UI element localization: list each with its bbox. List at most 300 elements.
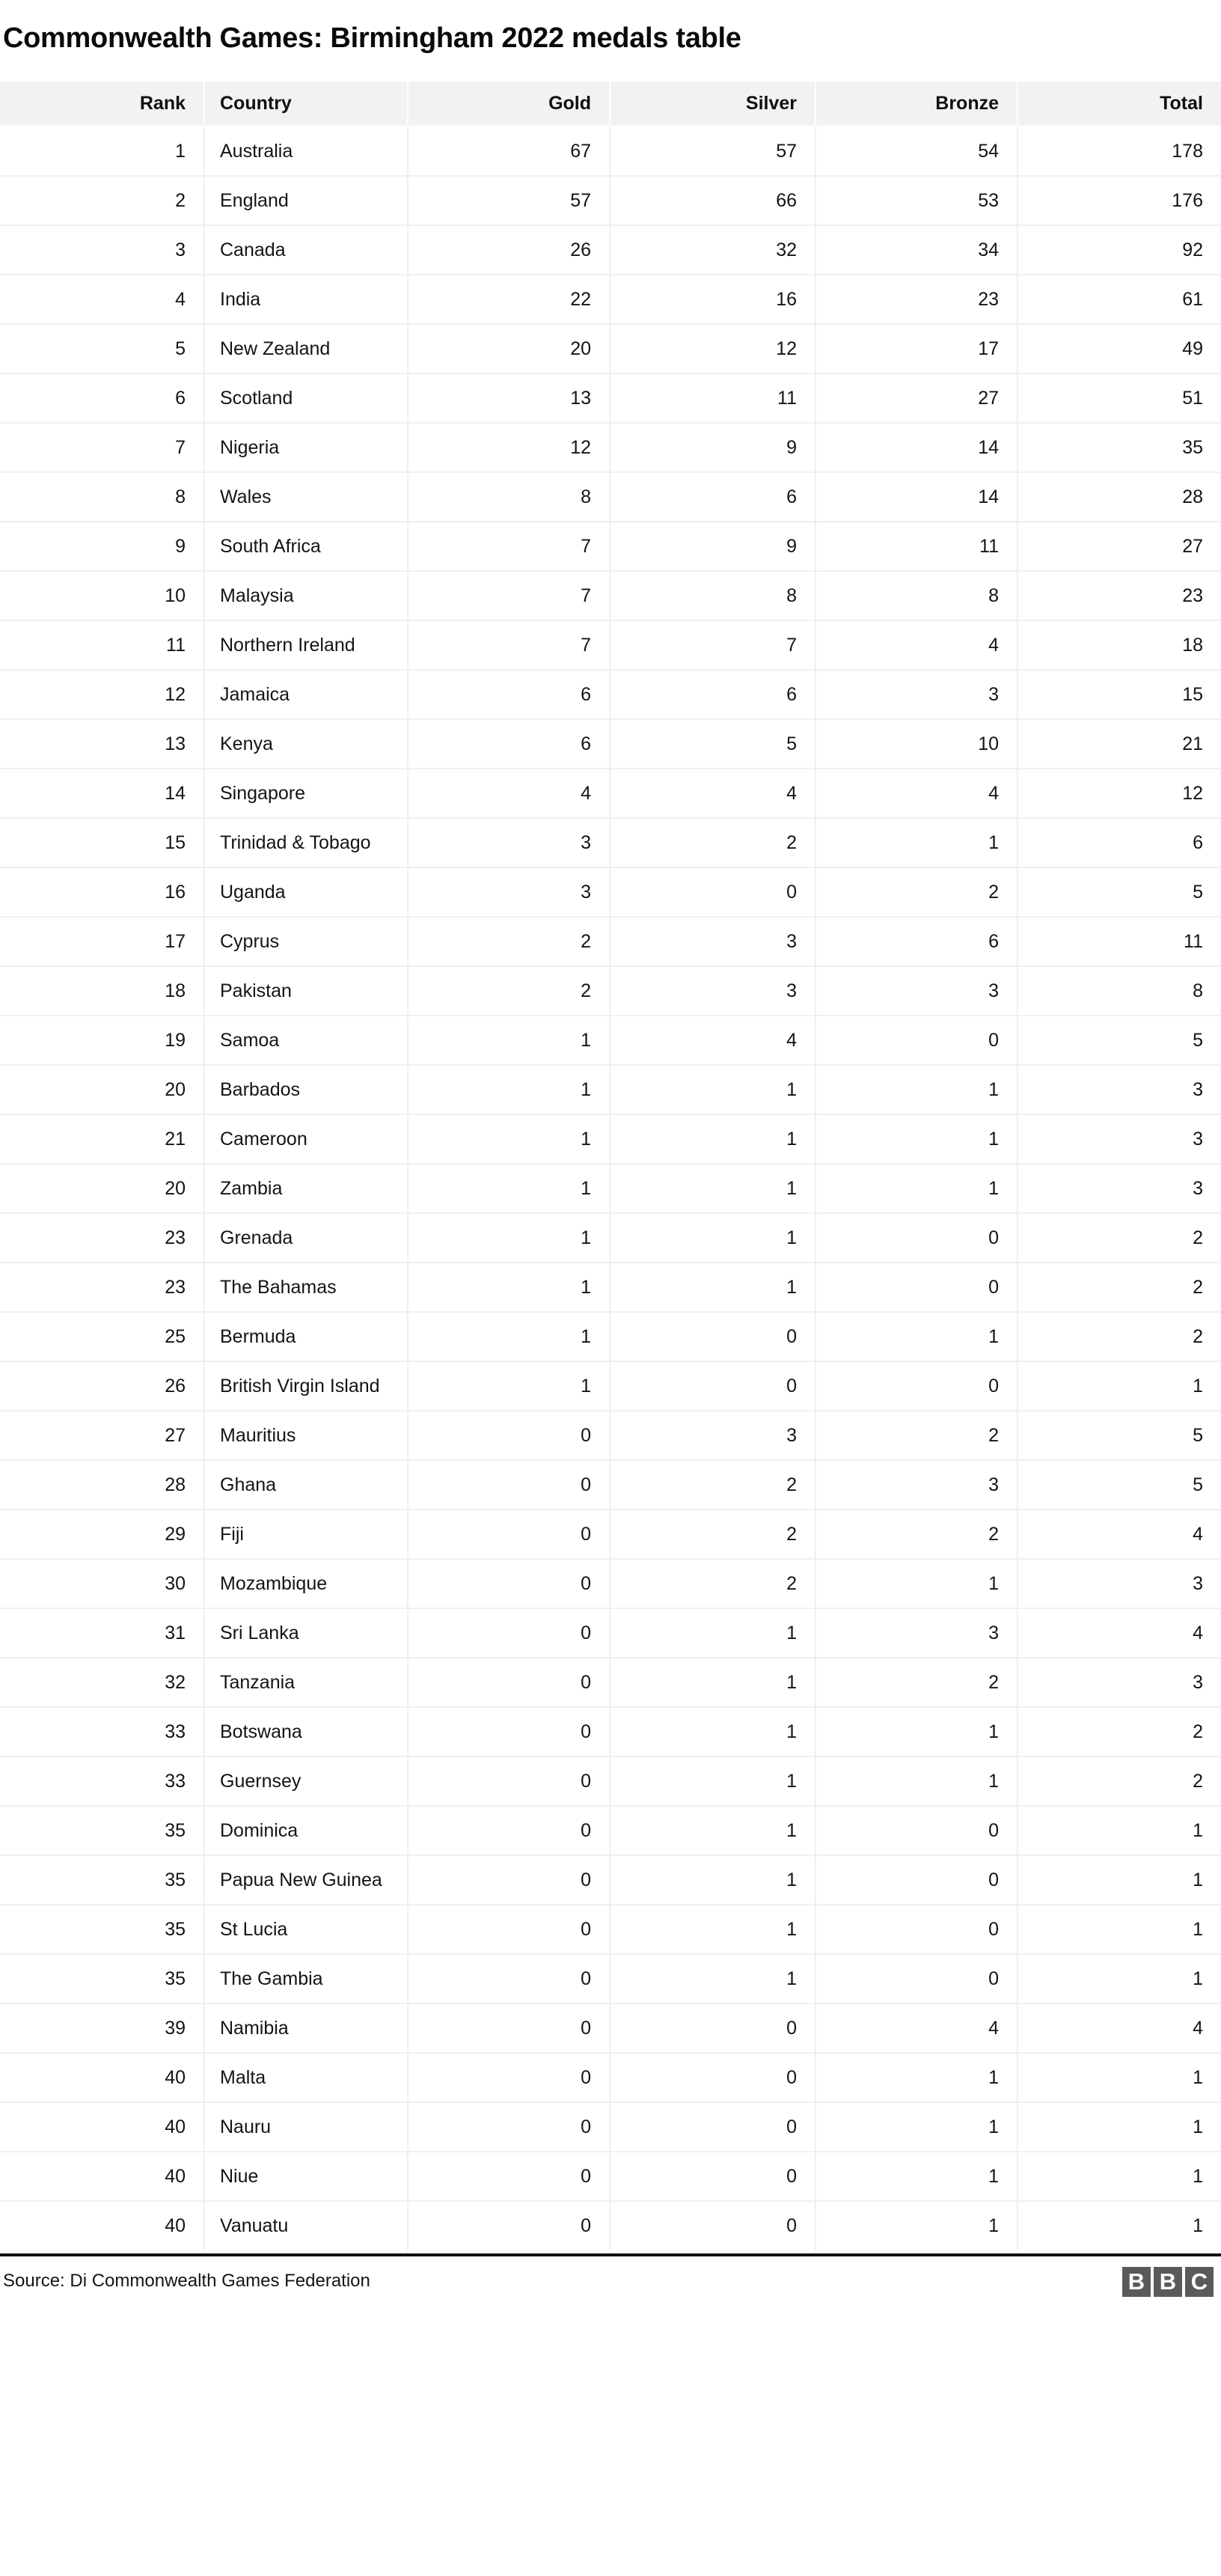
cell-gold: 0 [408,2152,610,2201]
cell-gold: 1 [408,1361,610,1411]
cell-silver: 0 [610,2152,815,2201]
table-row [0,1756,1221,1806]
cell-gold: 1 [408,1263,610,1312]
cell-gold: 0 [408,2003,610,2053]
cell-total: 11 [1018,917,1221,966]
column-header-total: Total [1018,82,1221,126]
cell-bronze: 1 [815,2201,1018,2250]
cell-rank: 5 [0,324,204,373]
table-row [0,818,1221,867]
cell-gold: 2 [408,966,610,1016]
cell-total: 28 [1018,472,1221,522]
medals-table [0,82,1221,2250]
table-row [0,1263,1221,1312]
cell-gold: 57 [408,176,610,225]
cell-total: 4 [1018,2003,1221,2053]
table-row [0,2003,1221,2053]
cell-rank: 1 [0,126,204,176]
cell-country: Singapore [204,769,408,818]
cell-gold: 0 [408,2201,610,2250]
cell-total: 92 [1018,225,1221,275]
cell-silver: 7 [610,620,815,670]
table-header [0,82,1221,126]
cell-gold: 1 [408,1065,610,1114]
cell-silver: 2 [610,1559,815,1608]
cell-total: 1 [1018,2053,1221,2102]
cell-rank: 26 [0,1361,204,1411]
cell-country: Grenada [204,1213,408,1263]
table-row [0,522,1221,571]
cell-bronze: 8 [815,571,1018,620]
cell-bronze: 2 [815,1658,1018,1707]
column-header-rank: Rank [0,82,204,126]
cell-bronze: 14 [815,423,1018,472]
cell-rank: 35 [0,1954,204,2003]
cell-silver: 0 [610,2201,815,2250]
cell-rank: 10 [0,571,204,620]
cell-silver: 32 [610,225,815,275]
cell-country: Vanuatu [204,2201,408,2250]
cell-gold: 13 [408,373,610,423]
cell-bronze: 14 [815,472,1018,522]
cell-country: Nigeria [204,423,408,472]
cell-country: Uganda [204,867,408,917]
cell-silver: 4 [610,1016,815,1065]
cell-country: Papua New Guinea [204,1855,408,1905]
column-header-gold: Gold [408,82,610,126]
cell-silver: 3 [610,917,815,966]
cell-total: 49 [1018,324,1221,373]
table-row [0,176,1221,225]
cell-gold: 1 [408,1114,610,1164]
cell-gold: 0 [408,2102,610,2152]
cell-gold: 2 [408,917,610,966]
cell-silver: 1 [610,1954,815,2003]
table-row [0,1213,1221,1263]
cell-gold: 0 [408,1905,610,1954]
cell-silver: 66 [610,176,815,225]
cell-gold: 8 [408,472,610,522]
table-row [0,719,1221,769]
cell-gold: 1 [408,1016,610,1065]
cell-silver: 1 [610,1855,815,1905]
cell-country: Dominica [204,1806,408,1855]
cell-total: 1 [1018,1361,1221,1411]
cell-rank: 20 [0,1164,204,1213]
cell-gold: 26 [408,225,610,275]
cell-total: 35 [1018,423,1221,472]
cell-silver: 4 [610,769,815,818]
bbc-logo-letter-2: B [1154,2267,1182,2297]
cell-gold: 0 [408,1460,610,1510]
cell-silver: 1 [610,1905,815,1954]
cell-total: 61 [1018,275,1221,324]
cell-total: 15 [1018,670,1221,719]
column-header-silver: Silver [610,82,815,126]
table-row [0,966,1221,1016]
cell-total: 2 [1018,1312,1221,1361]
cell-silver: 0 [610,2102,815,2152]
bbc-logo-letter-3: C [1185,2267,1214,2297]
table-row [0,126,1221,176]
cell-bronze: 1 [815,1114,1018,1164]
cell-gold: 7 [408,571,610,620]
cell-total: 12 [1018,769,1221,818]
cell-bronze: 11 [815,522,1018,571]
cell-rank: 40 [0,2201,204,2250]
cell-country: Cameroon [204,1114,408,1164]
cell-bronze: 1 [815,1312,1018,1361]
cell-bronze: 3 [815,670,1018,719]
cell-rank: 40 [0,2102,204,2152]
cell-rank: 8 [0,472,204,522]
cell-rank: 35 [0,1905,204,1954]
cell-country: Barbados [204,1065,408,1114]
cell-silver: 0 [610,1312,815,1361]
cell-gold: 20 [408,324,610,373]
cell-gold: 0 [408,1806,610,1855]
cell-country: Nauru [204,2102,408,2152]
table-row [0,275,1221,324]
cell-country: Canada [204,225,408,275]
cell-rank: 11 [0,620,204,670]
cell-country: Mauritius [204,1411,408,1460]
cell-gold: 0 [408,1756,610,1806]
table-row [0,2152,1221,2201]
cell-bronze: 53 [815,176,1018,225]
footer [0,2253,1221,2304]
source-attribution: Source: Di Commonwealth Games Federation [3,2271,370,2292]
table-row [0,2102,1221,2152]
cell-silver: 2 [610,818,815,867]
cell-bronze: 0 [815,1213,1018,1263]
cell-country: Namibia [204,2003,408,2053]
cell-gold: 0 [408,1707,610,1756]
cell-rank: 40 [0,2053,204,2102]
cell-gold: 7 [408,620,610,670]
cell-bronze: 1 [815,1164,1018,1213]
cell-total: 1 [1018,1806,1221,1855]
column-header-bronze: Bronze [815,82,1018,126]
cell-silver: 1 [610,1213,815,1263]
cell-gold: 7 [408,522,610,571]
cell-silver: 1 [610,1756,815,1806]
cell-country: New Zealand [204,324,408,373]
cell-total: 1 [1018,1954,1221,2003]
table-row [0,620,1221,670]
cell-silver: 6 [610,472,815,522]
table-row [0,1114,1221,1164]
cell-bronze: 34 [815,225,1018,275]
cell-bronze: 1 [815,818,1018,867]
table-row [0,867,1221,917]
cell-bronze: 0 [815,1263,1018,1312]
table-row [0,423,1221,472]
cell-total: 178 [1018,126,1221,176]
cell-silver: 9 [610,522,815,571]
bbc-logo-letter-1: B [1122,2267,1151,2297]
table-row [0,1707,1221,1756]
cell-total: 3 [1018,1559,1221,1608]
cell-country: India [204,275,408,324]
cell-rank: 30 [0,1559,204,1608]
cell-total: 18 [1018,620,1221,670]
cell-bronze: 0 [815,1905,1018,1954]
cell-total: 4 [1018,1608,1221,1658]
cell-country: Australia [204,126,408,176]
cell-rank: 6 [0,373,204,423]
table-row [0,1905,1221,1954]
cell-total: 27 [1018,522,1221,571]
cell-silver: 3 [610,966,815,1016]
cell-bronze: 4 [815,2003,1018,2053]
cell-rank: 25 [0,1312,204,1361]
cell-bronze: 2 [815,867,1018,917]
table-row [0,1559,1221,1608]
cell-bronze: 1 [815,1065,1018,1114]
table-row [0,571,1221,620]
cell-rank: 33 [0,1707,204,1756]
table-row [0,1312,1221,1361]
cell-gold: 3 [408,867,610,917]
cell-gold: 67 [408,126,610,176]
cell-total: 1 [1018,1855,1221,1905]
cell-total: 1 [1018,2201,1221,2250]
cell-rank: 29 [0,1510,204,1559]
cell-rank: 16 [0,867,204,917]
cell-country: Niue [204,2152,408,2201]
cell-gold: 0 [408,2053,610,2102]
cell-total: 3 [1018,1658,1221,1707]
cell-gold: 0 [408,1411,610,1460]
table-row [0,324,1221,373]
cell-bronze: 3 [815,1460,1018,1510]
cell-silver: 1 [610,1164,815,1213]
cell-total: 176 [1018,176,1221,225]
cell-silver: 0 [610,867,815,917]
cell-gold: 12 [408,423,610,472]
table-row [0,1016,1221,1065]
cell-silver: 6 [610,670,815,719]
cell-total: 5 [1018,1016,1221,1065]
cell-bronze: 1 [815,1559,1018,1608]
cell-country: Ghana [204,1460,408,1510]
cell-gold: 3 [408,818,610,867]
cell-total: 5 [1018,1460,1221,1510]
cell-total: 23 [1018,571,1221,620]
bbc-logo [1122,2267,1217,2297]
cell-bronze: 23 [815,275,1018,324]
cell-country: Wales [204,472,408,522]
cell-gold: 0 [408,1954,610,2003]
cell-rank: 12 [0,670,204,719]
cell-rank: 31 [0,1608,204,1658]
cell-bronze: 1 [815,2053,1018,2102]
cell-bronze: 6 [815,917,1018,966]
table-row [0,670,1221,719]
table-row [0,373,1221,423]
cell-country: Tanzania [204,1658,408,1707]
cell-country: Northern Ireland [204,620,408,670]
cell-rank: 35 [0,1806,204,1855]
cell-total: 5 [1018,867,1221,917]
cell-silver: 1 [610,1114,815,1164]
table-row [0,1164,1221,1213]
table-row [0,917,1221,966]
cell-gold: 6 [408,670,610,719]
cell-rank: 23 [0,1213,204,1263]
cell-country: England [204,176,408,225]
cell-silver: 5 [610,719,815,769]
cell-rank: 27 [0,1411,204,1460]
cell-total: 51 [1018,373,1221,423]
cell-gold: 6 [408,719,610,769]
cell-rank: 23 [0,1263,204,1312]
cell-bronze: 3 [815,966,1018,1016]
cell-rank: 3 [0,225,204,275]
cell-bronze: 4 [815,620,1018,670]
cell-rank: 14 [0,769,204,818]
cell-silver: 1 [610,1806,815,1855]
cell-rank: 2 [0,176,204,225]
cell-gold: 0 [408,1608,610,1658]
page-title: Commonwealth Games: Birmingham 2022 medals table [3,22,741,55]
cell-silver: 1 [610,1065,815,1114]
cell-silver: 0 [610,1361,815,1411]
cell-silver: 0 [610,2003,815,2053]
cell-bronze: 1 [815,2152,1018,2201]
cell-country: The Gambia [204,1954,408,2003]
cell-silver: 9 [610,423,815,472]
table-body [0,126,1221,2250]
cell-country: British Virgin Island [204,1361,408,1411]
cell-bronze: 27 [815,373,1018,423]
cell-rank: 9 [0,522,204,571]
column-header-country: Country [204,82,408,126]
cell-bronze: 4 [815,769,1018,818]
cell-gold: 1 [408,1164,610,1213]
cell-country: Trinidad & Tobago [204,818,408,867]
cell-country: Mozambique [204,1559,408,1608]
cell-total: 4 [1018,1510,1221,1559]
cell-country: Guernsey [204,1756,408,1806]
cell-rank: 21 [0,1114,204,1164]
cell-total: 1 [1018,2102,1221,2152]
cell-total: 2 [1018,1263,1221,1312]
table-row [0,1806,1221,1855]
cell-country: South Africa [204,522,408,571]
cell-country: Bermuda [204,1312,408,1361]
cell-country: Zambia [204,1164,408,1213]
table-row [0,1460,1221,1510]
cell-silver: 2 [610,1460,815,1510]
cell-country: Cyprus [204,917,408,966]
cell-silver: 3 [610,1411,815,1460]
cell-rank: 13 [0,719,204,769]
cell-gold: 1 [408,1312,610,1361]
cell-total: 1 [1018,2152,1221,2201]
cell-silver: 1 [610,1707,815,1756]
cell-rank: 18 [0,966,204,1016]
table-row [0,1855,1221,1905]
cell-rank: 20 [0,1065,204,1114]
cell-country: Botswana [204,1707,408,1756]
table-row [0,2201,1221,2250]
table-row [0,1954,1221,2003]
cell-total: 3 [1018,1114,1221,1164]
cell-total: 1 [1018,1905,1221,1954]
cell-rank: 7 [0,423,204,472]
cell-country: Pakistan [204,966,408,1016]
cell-bronze: 17 [815,324,1018,373]
cell-bronze: 10 [815,719,1018,769]
table-row [0,1510,1221,1559]
cell-silver: 12 [610,324,815,373]
cell-total: 6 [1018,818,1221,867]
table-row [0,1361,1221,1411]
table-row [0,1065,1221,1114]
cell-silver: 11 [610,373,815,423]
cell-total: 8 [1018,966,1221,1016]
cell-country: Malta [204,2053,408,2102]
cell-country: St Lucia [204,1905,408,1954]
cell-bronze: 0 [815,1806,1018,1855]
cell-total: 2 [1018,1213,1221,1263]
cell-country: Malaysia [204,571,408,620]
cell-silver: 1 [610,1263,815,1312]
cell-silver: 16 [610,275,815,324]
cell-total: 2 [1018,1707,1221,1756]
cell-country: Scotland [204,373,408,423]
cell-rank: 35 [0,1855,204,1905]
cell-bronze: 1 [815,1756,1018,1806]
cell-bronze: 54 [815,126,1018,176]
cell-bronze: 0 [815,1855,1018,1905]
cell-gold: 0 [408,1559,610,1608]
table-row [0,1608,1221,1658]
cell-country: Sri Lanka [204,1608,408,1658]
cell-total: 3 [1018,1065,1221,1114]
cell-rank: 15 [0,818,204,867]
cell-total: 2 [1018,1756,1221,1806]
cell-country: Fiji [204,1510,408,1559]
cell-gold: 22 [408,275,610,324]
cell-silver: 0 [610,2053,815,2102]
table-row [0,1658,1221,1707]
cell-rank: 39 [0,2003,204,2053]
cell-silver: 1 [610,1658,815,1707]
cell-bronze: 2 [815,1411,1018,1460]
cell-rank: 4 [0,275,204,324]
cell-bronze: 0 [815,1361,1018,1411]
cell-silver: 57 [610,126,815,176]
cell-total: 21 [1018,719,1221,769]
cell-bronze: 1 [815,2102,1018,2152]
cell-rank: 40 [0,2152,204,2201]
cell-rank: 19 [0,1016,204,1065]
cell-total: 3 [1018,1164,1221,1213]
table-row [0,769,1221,818]
cell-country: Kenya [204,719,408,769]
cell-gold: 0 [408,1658,610,1707]
table-row [0,225,1221,275]
cell-rank: 28 [0,1460,204,1510]
cell-silver: 8 [610,571,815,620]
cell-country: Jamaica [204,670,408,719]
cell-rank: 32 [0,1658,204,1707]
cell-total: 5 [1018,1411,1221,1460]
table-header-row [0,82,1221,126]
